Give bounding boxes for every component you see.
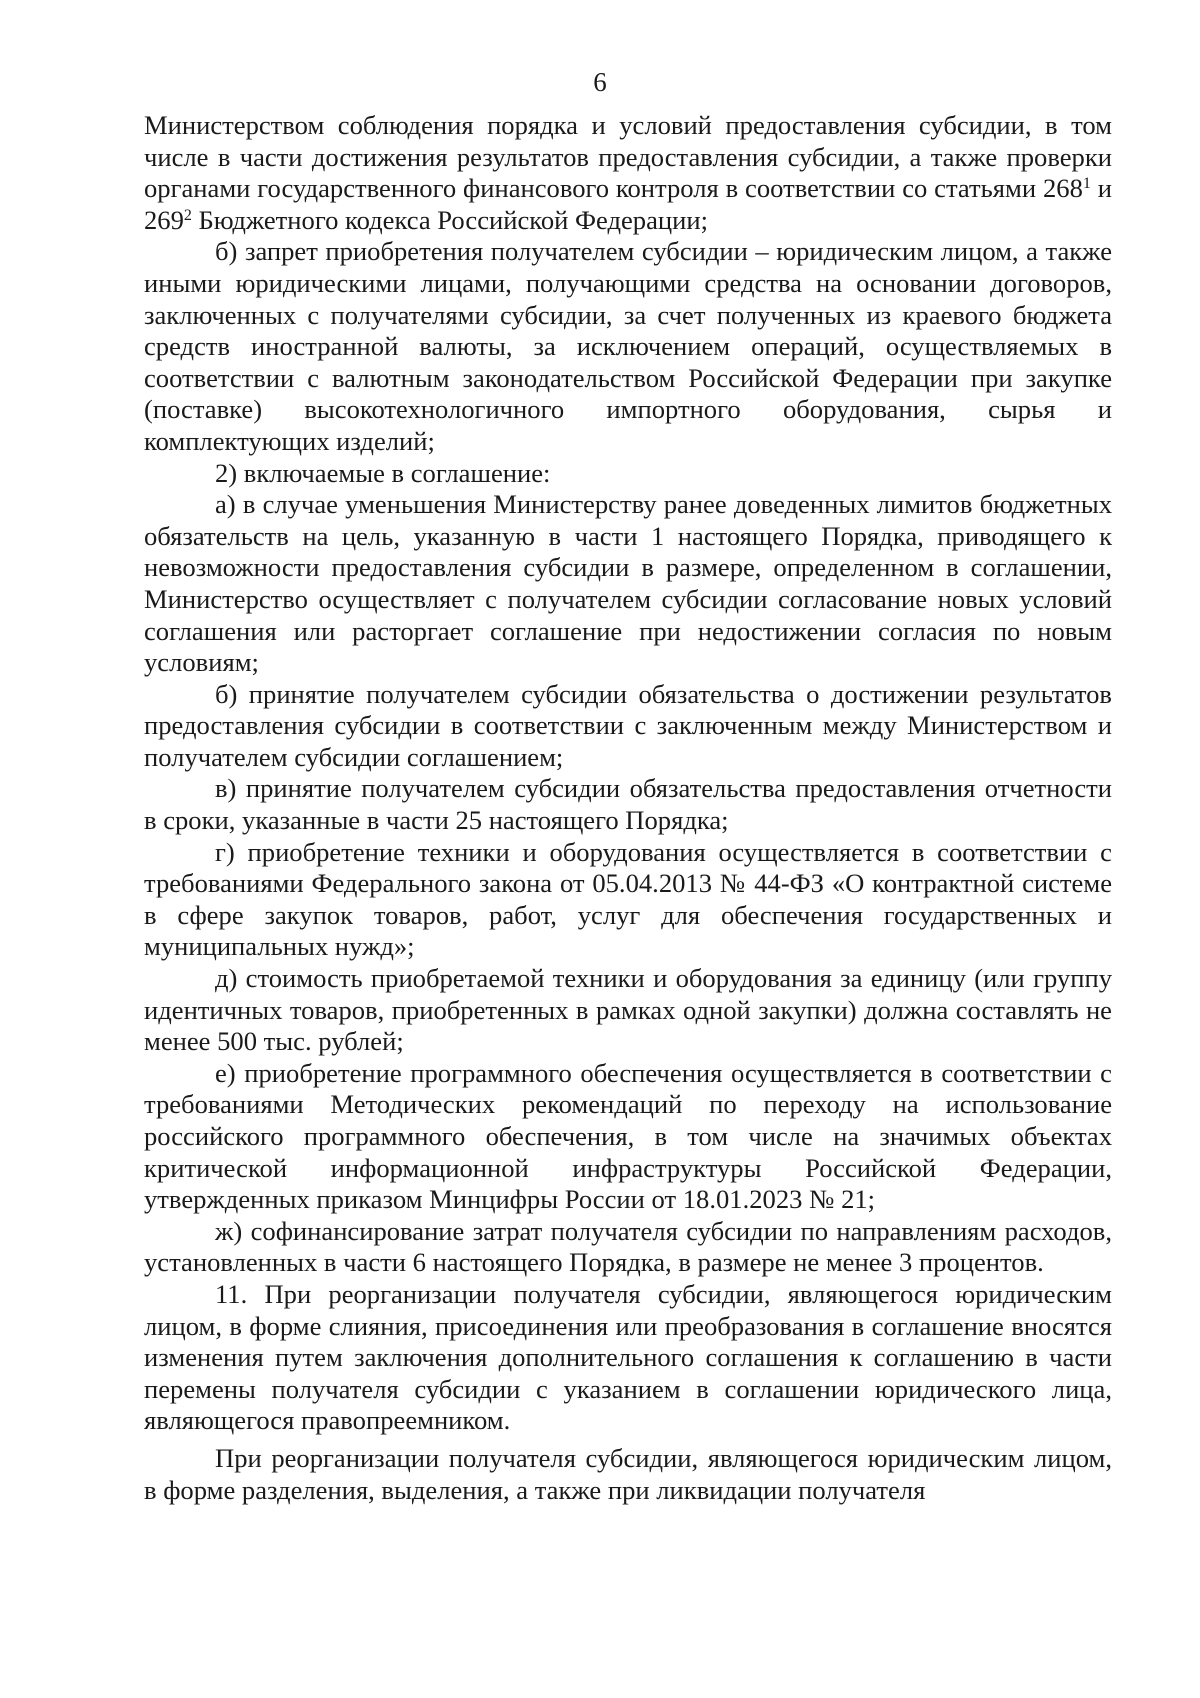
paragraph-zh-cofinancing: ж) софинансирование затрат получателя субсидии по направлениям расходов, установленных в части 6 настоящего Порядка, в размере не менее 3 процентов. bbox=[144, 1215, 1112, 1278]
paragraph-a-limits: а) в случае уменьшения Министерству ранее доведенных лимитов бюджетных обязательств на цель, указанную в части 1 настоящего Порядка, приводящего к невозможности предоставления субсидии в размере, определенном в соглашении, Министерство осуществляет с получателем субсидии согласование новых условий соглашения или расторгает соглашение при недостижении согласия по новым условиям; bbox=[144, 489, 1112, 678]
paragraph-g-procurement: г) приобретение техники и оборудования осуществляется в соответствии с требованиями Федерального закона от 05.04.2013 № 44-ФЗ «О контрактной системе в сфере закупок товаров, работ, услуг для обеспечения государственных и муниципальных нужд»; bbox=[144, 836, 1112, 962]
paragraph-b-currency-ban: б) запрет приобретения получателем субсидии – юридическим лицом, а также иными юридическими лицами, получающими средства на основании договоров, заключенных с получателями субсидии, за счет полученных из краевого бюджета средств иностранной валюты, за исключением операций, осуществляемых в соответствии с валютным законодательством Российской Федерации при закупке (поставке) высокотехнологичного импортного оборудования, сырья и комплектующих изделий; bbox=[144, 236, 1112, 456]
superscript-1: 1 bbox=[1082, 175, 1091, 193]
paragraph-2-included: 2) включаемые в соглашение: bbox=[215, 457, 551, 488]
paragraph-e-software: е) приобретение программного обеспечения осуществляется в соответствии с требованиями Методических рекомендаций по переходу на использование российского программного обеспечения, в том числе на значимых объектах критической информационной инфраструктуры Российской Федерации, утвержденных приказом Минцифры России от 18.01.2023 № 21; bbox=[144, 1057, 1112, 1215]
superscript-2: 2 bbox=[183, 206, 192, 224]
paragraph-v-reporting: в) принятие получателем субсидии обязательства предоставления отчетности в сроки, указанные в части 25 настоящего Порядка; bbox=[144, 773, 1112, 836]
paragraph-d-cost: д) стоимость приобретаемой техники и оборудования за единицу (или группу идентичных товаров, приобретенных в рамках одной закупки) должна составлять не менее 500 тыс. рублей; bbox=[144, 963, 1112, 1057]
paragraph-11-reorganization: 11. При реорганизации получателя субсидии, являющегося юридическим лицом, в форме слияния, присоединения или преобразования в соглашение вносятся изменения путем заключения дополнительного соглашения к соглашению в части перемены получателя субсидии с указанием в соглашении юридического лица, являющегося правопреемником. bbox=[144, 1278, 1112, 1436]
paragraph-continuation: Министерством соблюдения порядка и условий предоставления субсидии, в том числе в части достижения результатов предоставления субсидии, а также проверки органами государственного финансового контроля в соответствии со статьями $268^1$ и $269^2$ Бюджетного кодекса Российской Федерации; bbox=[144, 110, 1112, 235]
document-body bbox=[144, 110, 1112, 1506]
paragraph-b-results: б) принятие получателем субсидии обязательства о достижении результатов предоставления субсидии в соответствии с заключенным между Министерством и получателем субсидии соглашением; bbox=[144, 678, 1112, 772]
paragraph-reorganization-split: При реорганизации получателя субсидии, являющегося юридическим лицом, в форме разделения, выделения, а также при ликвидации получателя bbox=[144, 1442, 1112, 1505]
page-number: 6 bbox=[593, 67, 607, 97]
